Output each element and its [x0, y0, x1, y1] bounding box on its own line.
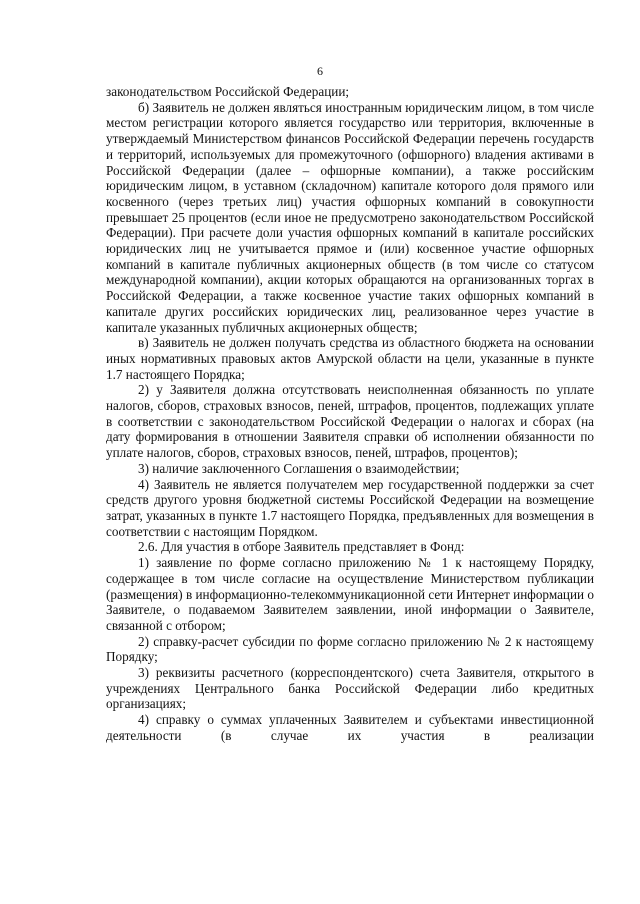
paragraph-2-6-item-3: 3) реквизиты расчетного (корреспондентского) счета Заявителя, открытого в учреждениях Центрального банка Российской Федерации либо кредитных организациях;: [106, 665, 594, 712]
paragraph-item-v: в) Заявитель не должен получать средства из областного бюджета на основании иных нормативных правовых актов Амурской области на цели, указанные в пункте 1.7 настоящего Порядка;: [106, 335, 594, 382]
paragraph-2-6-item-2: 2) справку-расчет субсидии по форме согласно приложению № 2 к настоящему Порядку;: [106, 633, 594, 665]
paragraph-item-4: 4) Заявитель не является получателем мер государственной поддержки за счет средств другого уровня бюджетной системы Российской Федерации на возмещение затрат, указанных в пункте 1.7 настоящего Порядка, предъявленных для возмещения в соответствии с настоящим Порядком.: [106, 476, 594, 539]
document-body: [106, 84, 594, 744]
page-number: 6: [317, 64, 323, 78]
paragraph-2-6-item-1: 1) заявление по форме согласно приложению № 1 к настоящему Порядку, содержащее в том числе согласие на осуществление Министерством публикации (размещения) в информационно-телекоммуникационной сети Интернет информации о Заявителе, о подаваемом Заявителем заявлении, иной информации о Заявителе, связанной с отбором;: [106, 555, 594, 633]
paragraph-continuation: законодательством Российской Федерации;: [106, 84, 350, 99]
paragraph-item-b: б) Заявитель не должен являться иностранным юридическим лицом, в том числе местом регистрации которого является государство или территория, включенные в утверждаемый Министерством финансов Российской Федерации перечень государств и территорий, используемых для промежуточного (офшорного) владения активами в Российской Федерации (далее – офшорные компании), а также российским юридическим лицом, в уставном (складочном) капитале которого доля прямого или косвенного (через третьих лиц) участия офшорных компаний в совокупности превышает 25 процентов (если иное не предусмотрено законодательством Российской Федерации). При расчете доли участия офшорных компаний в капитале российских юридических лиц не учитывается прямое и (или) косвенное участие офшорных компаний в капитале публичных акционерных обществ (в том числе со статусом международной компании), акции которых обращаются на организованных торгах в Российской Федерации, а также косвенное участие таких офшорных компаний в капитале других российских юридических лиц, реализованное через участие в капитале указанных публичных акционерных обществ;: [106, 99, 594, 335]
paragraph-item-2: 2) у Заявителя должна отсутствовать неисполненная обязанность по уплате налогов, сборов, страховых взносов, пеней, штрафов, процентов, подлежащих уплате в соответствии с законодательством Российской Федерации о налогах и сборах (на дату формирования в отношении Заявителя справки об исполнении обязанности по уплате налогов, сборов, страховых взносов, пеней, штрафов, процентов);: [106, 382, 594, 461]
paragraph-item-3: 3) наличие заключенного Соглашения о взаимодействии;: [138, 460, 460, 476]
paragraph-2-6-item-4: 4) справку о суммах уплаченных Заявителем и субъектами инвестиционной деятельности (в случае их участия в реализации: [106, 712, 594, 743]
paragraph-section-2-6: 2.6. Для участия в отборе Заявитель представляет в Фонд:: [138, 539, 465, 555]
